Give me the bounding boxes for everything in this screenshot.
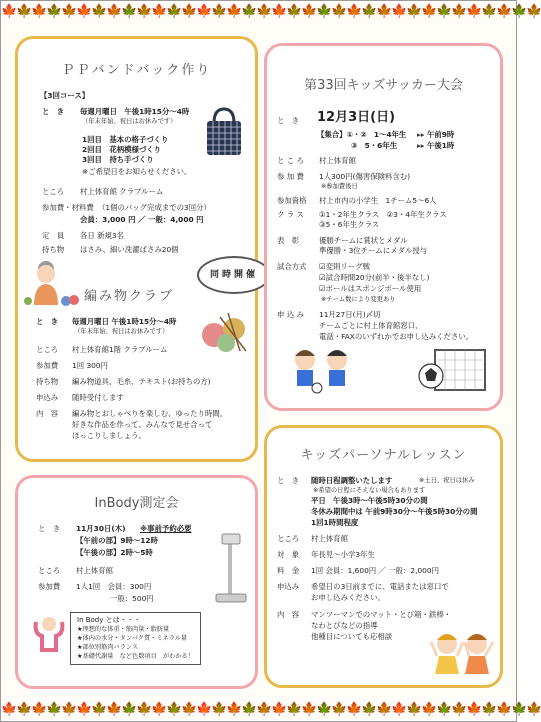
maple-leaf-icon: 🍁	[511, 4, 527, 19]
inbody-section	[15, 475, 258, 689]
maple-leaf-icon: 🍁	[421, 702, 437, 717]
maple-leaf-icon: 🍁	[91, 4, 107, 19]
maple-leaf-icon: 🍁	[286, 702, 302, 717]
maple-leaf-icon: 🍁	[1, 702, 17, 717]
knit-bring-label: 持ち物	[36, 377, 59, 386]
maple-leaf-icon: 🍁	[181, 702, 197, 717]
lesson-place: 村上体育館	[311, 534, 348, 543]
inbody-place-label: ところ	[38, 566, 61, 575]
handbag-illustration	[204, 105, 244, 157]
maple-leaf-icon: 🍁	[136, 702, 152, 717]
maple-leaf-icon: 🍁	[211, 4, 227, 19]
inbody-about-title: In Body とは・・・	[77, 616, 141, 624]
pp-toki-note: （年末年始、祝日はお休みです）	[82, 118, 177, 125]
knit-apply: 随時受付します	[72, 393, 124, 402]
knit-title: 編み物クラブ	[84, 289, 175, 304]
soccer-fee: 1人300円(傷害保険料含む)	[319, 172, 411, 181]
maple-leaf-icon: 🍁	[316, 702, 332, 717]
lesson-toki-note: ※土日、祝日は休み	[419, 477, 475, 484]
soccer-format-3: ☑ボールはスポンジボール使用	[319, 284, 422, 293]
pp-toki: 毎週月曜日 午後1時15分～4時	[80, 107, 190, 116]
knit-content-label: 内 容	[36, 409, 59, 418]
inbody-toki-label: と き	[38, 524, 61, 533]
maple-leaf-icon: 🍁	[451, 702, 467, 717]
maple-leaf-icon: 🍁	[76, 702, 92, 717]
soccer-award-1: 優勝チームに賞状とメダル	[319, 236, 408, 245]
maple-leaf-icon: 🍁	[226, 702, 242, 717]
soccer-fee-label: 参 加 費	[277, 172, 304, 181]
maple-leaf-icon: 🍁	[226, 4, 242, 19]
maple-leaf-icon: 🍁	[61, 702, 77, 717]
maple-leaf-icon: 🍁	[31, 4, 47, 19]
pp-session-2: 2回目 花柄模様づくり	[82, 145, 162, 154]
lesson-apply-1: 希望日の3日前までに、電話または窓口で	[311, 582, 449, 591]
lesson-title: キッズパーソナルレッスン	[300, 448, 467, 463]
soccer-gather-time: ▸▸ 午前9時	[417, 130, 455, 139]
maple-leaf-icon: 🍁	[46, 702, 62, 717]
lesson-apply-2: お申し込みください。	[311, 593, 385, 602]
pp-session-1: 1回目 基本の格子づくり	[82, 135, 169, 144]
maple-leaf-icon: 🍁	[406, 702, 422, 717]
maple-leaf-icon: 🍁	[376, 4, 392, 19]
knit-fee: 1回 300円	[72, 361, 108, 370]
maple-leaf-icon: 🍁	[466, 702, 482, 717]
maple-leaf-icon: 🍁	[421, 4, 437, 19]
maple-leaf-icon: 🍁	[76, 4, 92, 19]
pp-bring: はさみ、細い洗濯ばさみ20個	[80, 245, 179, 254]
pp-fee: 会員：3,000 円 ／ 一般：4,000 円	[80, 215, 204, 224]
soccer-apply-3: 電話・FAXのいずれかでお申し込みください。	[319, 332, 474, 341]
together-bubble	[197, 256, 271, 294]
maple-leaf-icon: 🍁	[16, 702, 32, 717]
soccer-place-label: と こ ろ	[277, 156, 304, 165]
pp-bring-label: 持ち物	[42, 245, 65, 254]
soccer-class-1: ①1・2年生クラス ②3・4年生クラス	[319, 210, 447, 219]
soccer-award-label: 表 彰	[277, 236, 300, 245]
inbody-am: 【午前の部】9時～12時	[76, 536, 158, 545]
maple-leaf-icon: 🍁	[196, 702, 212, 717]
soccer-kids-illustration	[287, 344, 359, 394]
maple-leaf-icon: 🍁	[331, 702, 347, 717]
soccer-class-2: ③5・6年生クラス	[319, 220, 380, 229]
knitting-grandma-illustration	[22, 255, 84, 307]
maple-leaf-icon: 🍁	[301, 702, 317, 717]
inbody-about-1: ★理想的な体重・筋肉量・脂肪量	[77, 626, 170, 633]
lesson-per: 1回1時間程度	[311, 518, 359, 527]
maple-leaf-icon: 🍁	[496, 4, 512, 19]
knit-apply-label: 申込み	[36, 393, 59, 402]
kids-soccer-section	[264, 43, 503, 411]
inbody-pm: 【午後の部】2時～5時	[76, 548, 153, 557]
maple-leaf-icon: 🍁	[286, 4, 302, 19]
maple-leaf-icon: 🍁	[271, 4, 287, 19]
maple-leaf-icon: 🍁	[526, 4, 541, 19]
knit-place: 村上体育館1階 クラブルーム	[72, 345, 168, 354]
inbody-place: 村上体育館	[76, 566, 113, 575]
maple-leaf-icon: 🍁	[436, 702, 452, 717]
maple-leaf-icon: 🍁	[151, 702, 167, 717]
soccer-format-1: ☑変則リーグ戦	[319, 262, 370, 271]
lesson-content-label: 内 容	[277, 610, 300, 619]
knit-toki-label: と き	[36, 317, 59, 326]
soccer-format-label: 試合方式	[277, 262, 307, 271]
soccer-format-note: ※チーム数により変更あり	[321, 296, 396, 303]
maple-leaf-icon: 🍁	[196, 4, 212, 19]
together-label: 同時開催	[209, 270, 258, 280]
soccer-fee-note: ※参加費後日	[321, 183, 358, 190]
soccer-title: 第33回キッズサッカー大会	[304, 78, 463, 93]
lesson-target: 年長児～小学3年生	[311, 550, 375, 559]
pp-band-bag-section	[15, 36, 258, 462]
pp-course: 【3回コース】	[40, 91, 90, 100]
maple-leaf-icon: 🍁	[331, 4, 347, 19]
maple-leaf-icon: 🍁	[361, 702, 377, 717]
pp-toki-label: と き	[42, 107, 65, 116]
maple-leaf-icon: 🍁	[256, 702, 272, 717]
knit-toki-note: （年末年始、祝日はお休みです）	[74, 328, 169, 335]
soccer-gather: 【集合】①・② 1～4年生	[317, 130, 407, 139]
maple-leaf-border-bottom	[1, 701, 541, 719]
pp-place-label: ところ	[42, 187, 65, 196]
knit-fee-label: 参加費	[36, 361, 59, 370]
soccer-class-label: ク ラ ス	[277, 210, 304, 219]
lesson-toki-note-2: ※希望の日程にそえない場合もあります	[313, 487, 426, 494]
maple-leaf-icon: 🍁	[271, 702, 287, 717]
maple-leaf-icon: 🍁	[451, 4, 467, 19]
lesson-content-1: マンツーマンでのマット・とび箱・鉄棒・	[311, 610, 452, 619]
lesson-toki: 随時日程調整いたします	[311, 476, 393, 485]
soccer-apply-1: 11月27日(月)〆切	[319, 310, 381, 319]
knit-content-2: 好きな作品を作って、みんなで見せ合って	[72, 420, 213, 429]
inbody-about-box	[70, 612, 201, 665]
maple-leaf-icon: 🍁	[91, 702, 107, 717]
maple-leaf-icon: 🍁	[316, 4, 332, 19]
maple-leaf-icon: 🍁	[256, 4, 272, 19]
inbody-date: 11月30日(木)	[76, 524, 126, 533]
lesson-toki-label: と き	[277, 476, 300, 485]
maple-leaf-icon: 🍁	[151, 4, 167, 19]
lesson-place-label: ところ	[277, 534, 300, 543]
maple-leaf-icon: 🍁	[496, 702, 512, 717]
soccer-apply-label: 申 込 み	[277, 310, 304, 319]
maple-leaf-icon: 🍁	[376, 702, 392, 717]
soccer-qual-label: 参加資格	[277, 196, 307, 205]
soccer-date: 12月3日(日)	[317, 110, 396, 125]
maple-leaf-icon: 🍁	[121, 4, 137, 19]
maple-leaf-icon: 🍁	[46, 4, 62, 19]
knit-toki: 毎週月曜日 午後1時15分～4時	[72, 317, 177, 326]
maple-leaf-icon: 🍁	[241, 4, 257, 19]
lesson-target-label: 対 象	[277, 550, 300, 559]
kids-personal-lesson-section	[264, 425, 503, 688]
soccer-apply-2: チームごとに村上体育館窓口、	[319, 321, 423, 330]
soccer-award-2: 準優勝・3位チームにメダル授与	[319, 246, 428, 255]
pp-title: ＰＰバンドバック作り	[61, 63, 212, 78]
maple-leaf-icon: 🍁	[211, 702, 227, 717]
maple-leaf-icon: 🍁	[16, 4, 32, 19]
maple-leaf-icon: 🍁	[406, 4, 422, 19]
inbody-about-2: ★体内の水分・タンパク質・ミネラル量	[77, 635, 188, 642]
soccer-qual: 村上市内の小学生 1チーム5～6人	[319, 196, 437, 205]
maple-leaf-icon: 🍁	[391, 4, 407, 19]
maple-leaf-icon: 🍁	[61, 4, 77, 19]
lesson-weekday: 平日 午後3時～午後5時30分の間	[311, 496, 428, 505]
inbody-fee-label: 参加費	[38, 582, 61, 591]
muscle-man-illustration	[32, 614, 66, 654]
maple-leaf-icon: 🍁	[346, 4, 362, 19]
lesson-content-3: 他種目についても応相談	[311, 632, 393, 641]
maple-leaf-icon: 🍁	[346, 702, 362, 717]
maple-leaf-icon: 🍁	[1, 4, 17, 19]
maple-leaf-icon: 🍁	[106, 4, 122, 19]
maple-leaf-border-top	[1, 3, 541, 21]
knit-content-1: 編み物とおしゃべりを楽しむ、ゆったり時間。	[72, 409, 228, 418]
soccer-toki-label: と き	[277, 116, 300, 125]
maple-leaf-icon: 🍁	[166, 4, 182, 19]
soccer-place: 村上体育館	[319, 156, 356, 165]
maple-leaf-icon: 🍁	[136, 4, 152, 19]
soccer-gather-2: ③ 5・6年生	[351, 141, 398, 150]
maple-leaf-icon: 🍁	[121, 702, 137, 717]
pp-cap: 各日 新規3名	[80, 231, 125, 240]
inbody-reserve: ※事前予約必要	[140, 524, 192, 533]
knit-content-3: ほっこりしましょう。	[72, 431, 146, 440]
inbody-fee-2: 一般：500円	[110, 594, 154, 603]
maple-leaf-icon: 🍁	[241, 702, 257, 717]
maple-leaf-icon: 🍁	[31, 702, 47, 717]
knit-bring: 編み物道具、毛糸、テキスト(お持ちの方)	[72, 377, 211, 386]
pp-notice: ※ご希望日をお知らせください。	[82, 167, 192, 176]
maple-leaf-icon: 🍁	[511, 702, 527, 717]
yarn-balls-illustration	[200, 307, 252, 353]
maple-leaf-icon: 🍁	[466, 4, 482, 19]
inbody-about-4: ★基礎代謝量 など色数項目 がわかる！	[77, 653, 194, 660]
soccer-goal-illustration	[415, 344, 491, 398]
lesson-apply-label: 申込み	[277, 582, 300, 591]
cheering-kids-illustration	[429, 622, 495, 676]
maple-leaf-icon: 🍁	[436, 4, 452, 19]
maple-leaf-icon: 🍁	[481, 702, 497, 717]
pp-cap-label: 定 員	[42, 231, 65, 240]
maple-leaf-icon: 🍁	[166, 702, 182, 717]
maple-leaf-icon: 🍁	[181, 4, 197, 19]
lesson-content-2: なわとびなどの指導	[311, 621, 378, 630]
soccer-format-2: ☑試合時間20分(前半・後半なし)	[319, 273, 430, 282]
inbody-title: InBody測定会	[94, 496, 179, 511]
maple-leaf-icon: 🍁	[481, 4, 497, 19]
inbody-fee-1: 1人1回 会員：300円	[76, 582, 152, 591]
maple-leaf-icon: 🍁	[301, 4, 317, 19]
inbody-about-3: ★部位別筋肉バランス	[77, 644, 139, 651]
soccer-gather-2-time: ▸▸ 午後1時	[417, 141, 455, 150]
pp-session-3: 3回目 持ち手づくり	[82, 155, 154, 164]
maple-leaf-icon: 🍁	[526, 702, 541, 717]
pp-fee-label: 参加費・材料費	[42, 203, 94, 212]
maple-leaf-icon: 🍁	[106, 702, 122, 717]
lesson-fee: 1回 会員：1,600円 ／ 一般：2,000円	[311, 566, 439, 575]
lesson-winter: 冬休み期間中は 午前9時30分～午後5時30分の間	[311, 507, 478, 516]
pp-fee-note: （1個のバッグ完成までの3回分）	[98, 203, 211, 212]
maple-leaf-icon: 🍁	[361, 4, 377, 19]
lesson-fee-label: 料 金	[277, 566, 300, 575]
body-composition-scale-illustration	[214, 530, 248, 606]
maple-leaf-icon: 🍁	[391, 702, 407, 717]
pp-place: 村上体育館 クラブルーム	[80, 187, 164, 196]
knit-place-label: ところ	[36, 345, 59, 354]
